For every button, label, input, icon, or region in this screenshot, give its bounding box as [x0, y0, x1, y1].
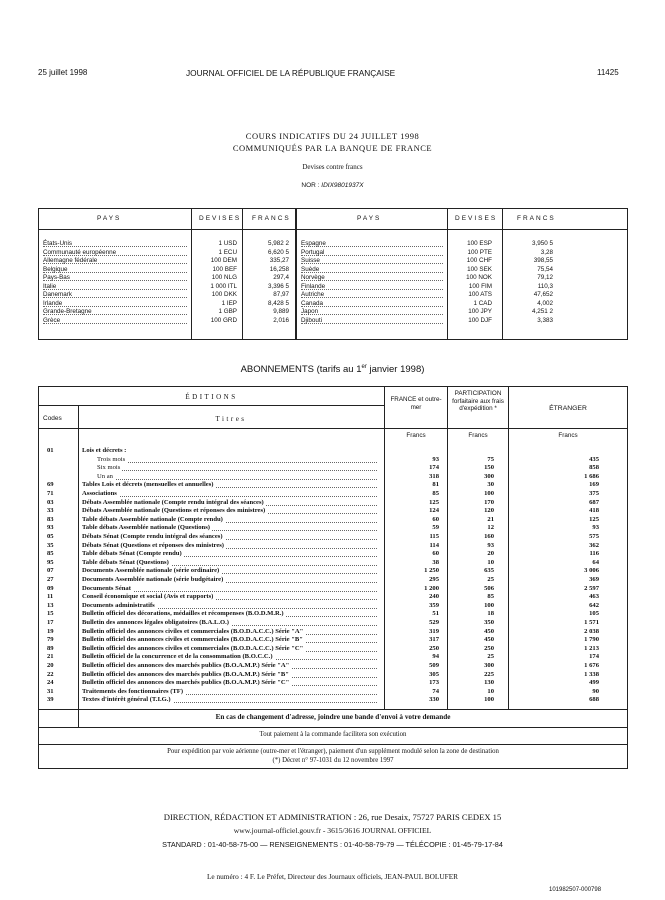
rate-right: 3,28: [540, 248, 553, 256]
rate-left: 297,4: [273, 274, 289, 281]
row-title: Bulletin officiel des annonces des marchés publics (B.O.A.M.P.) Série "B": [82, 670, 289, 678]
row-title: Documents Sénat: [82, 584, 131, 592]
country-right: Suède: [301, 265, 320, 273]
row-code: 35: [47, 541, 54, 549]
subscription-row: [39, 645, 627, 654]
row-title: Bulletin des annonces légales obligatoires (B.A.L.O.): [82, 619, 229, 626]
row-price-france: 51: [432, 610, 439, 618]
country-left: Danemark: [43, 291, 73, 298]
row-price-france: 94: [432, 653, 439, 661]
subscription-row: [39, 602, 627, 611]
row-price-etranger: 2 038: [584, 627, 599, 635]
row-participation: 160: [484, 533, 494, 540]
row-code: 83: [47, 515, 54, 523]
row-code: 11: [47, 593, 54, 601]
row-participation: 120: [484, 507, 494, 515]
row-code: 22: [47, 670, 54, 678]
subscription-row: [39, 653, 627, 662]
row-title: Débats Sénat (Compte rendu intégral des séances): [82, 533, 223, 540]
row-price-france: 93: [432, 455, 439, 463]
row-code: 01: [47, 447, 54, 454]
row-participation: 100: [484, 490, 494, 497]
header-editions: ÉDITIONS: [185, 393, 238, 401]
nor-reference: [0, 182, 665, 189]
row-title: Table débats Assemblée nationale (Questions): [82, 524, 210, 532]
subscription-row: [39, 567, 627, 576]
air-shipping-note: Pour expédition par voie aérienne (outre-mer et l'étranger), paiement d'un supplément modulé selon la zone de destination: [167, 748, 499, 755]
row-price-etranger: 105: [589, 610, 599, 618]
row-price-france: 38: [432, 558, 439, 566]
dot-leader: [43, 323, 187, 324]
dot-leader: [301, 272, 443, 273]
rate-left: 9,889: [273, 308, 289, 315]
header-france: FRANCE et outre-mer: [390, 396, 442, 411]
row-participation: 75: [487, 455, 494, 463]
row-price-etranger: 1 571: [584, 619, 599, 626]
row-price-france: 174: [429, 464, 439, 472]
row-price-france: 81: [432, 481, 439, 489]
subscription-row: [39, 628, 627, 637]
row-title: Documents Assemblée nationale (série budgétaire): [82, 576, 224, 583]
rate-left: 87,97: [273, 291, 289, 298]
header-codes: Codes: [43, 415, 62, 422]
currency-code-right: 100 PTE: [467, 248, 492, 256]
unit-etranger: Francs: [558, 432, 578, 439]
row-title: Table débats Assemblée nationale (Compte rendu): [82, 515, 223, 523]
currency-row: [39, 240, 627, 249]
row-code: 05: [47, 533, 54, 540]
subscription-row: [39, 688, 627, 697]
row-code: 13: [47, 601, 54, 609]
row-title: Table débats Sénat (Compte rendu): [82, 550, 182, 558]
country-right: Portugal: [301, 248, 325, 256]
row-title: Bulletin officiel des annonces civiles et commerciales (B.O.D.A.C.C.) Série "C": [82, 644, 304, 652]
currency-code-right: 1 CAD: [473, 299, 492, 307]
row-price-france: 529: [429, 619, 439, 626]
subscription-row: [39, 585, 627, 594]
row-price-france: 305: [429, 670, 439, 678]
rate-right: 75,54: [537, 265, 553, 273]
country-right: Canada: [301, 299, 324, 307]
row-participation: 225: [484, 670, 494, 678]
row-participation: 150: [484, 464, 494, 472]
currency-row: [39, 317, 627, 326]
currency-row: [39, 274, 627, 283]
header-devises-left: DEVISES: [199, 215, 242, 222]
row-price-etranger: 2 597: [584, 584, 599, 592]
row-price-france: 1 250: [424, 567, 439, 575]
country-right: Norvège: [301, 274, 325, 281]
subscription-row: [39, 619, 627, 628]
row-title: Documents administratifs: [82, 601, 155, 609]
row-title: Six mois: [97, 464, 121, 472]
row-price-etranger: 1 676: [584, 662, 599, 669]
row-title: Textes d'intérêt général (T.I.G.): [82, 696, 171, 704]
rate-right: 3,383: [537, 316, 553, 324]
row-price-etranger: 1 213: [584, 644, 599, 652]
currency-code-left: 100 DKK: [211, 291, 237, 298]
subscription-row: [39, 593, 627, 602]
row-price-france: 114: [429, 541, 439, 549]
unit-participation: Francs: [468, 432, 488, 439]
dot-leader: [301, 263, 443, 264]
row-price-france: 330: [429, 696, 439, 704]
row-title: Lois et décrets :: [82, 447, 127, 454]
currency-code-right: 100 DJF: [468, 316, 492, 324]
row-code: 39: [47, 696, 54, 704]
row-code: 85: [47, 550, 54, 558]
rate-left: 8,428 5: [267, 299, 289, 307]
row-price-france: 509: [429, 662, 439, 669]
unit-france: Francs: [406, 432, 426, 439]
subscription-row: [39, 464, 627, 473]
page-number: 11425: [597, 68, 619, 77]
row-title: Bulletin officiel des annonces des marchés publics (B.O.A.M.P.) Série "C": [82, 679, 290, 687]
row-price-france: 240: [429, 593, 439, 601]
currency-code-right: 100 JPY: [468, 308, 492, 315]
row-participation: 100: [484, 601, 494, 609]
row-price-etranger: 125: [589, 515, 599, 523]
row-price-etranger: 174: [589, 653, 599, 661]
row-price-etranger: 499: [589, 679, 599, 687]
cours-title-2: COMMUNIQUÉS PAR LA BANQUE DE FRANCE: [232, 143, 433, 153]
row-participation: 12: [487, 524, 494, 532]
row-price-etranger: 1 790: [584, 636, 599, 644]
currency-code-left: 100 NLG: [211, 274, 237, 281]
subscription-row: [39, 499, 627, 508]
currency-row: [39, 257, 627, 266]
subscription-row: [39, 559, 627, 568]
row-participation: 100: [484, 696, 494, 704]
row-code: 24: [47, 679, 54, 687]
row-price-france: 85: [432, 490, 439, 497]
header-pays-left: PAYS: [97, 215, 122, 222]
subscription-row: [39, 473, 627, 482]
country-left: Allemagne fédérale: [43, 257, 98, 264]
row-price-france: 125: [429, 498, 439, 506]
row-price-etranger: 64: [592, 558, 599, 566]
country-right: Djibouti: [301, 316, 322, 324]
dot-leader: [301, 323, 443, 324]
country-left: Irlande: [43, 299, 63, 307]
row-price-etranger: 375: [589, 490, 599, 497]
rate-left: 5,982 2: [267, 240, 289, 247]
rate-right: 79,12: [537, 274, 553, 281]
row-participation: 130: [484, 679, 494, 687]
header-pays-right: PAYS: [357, 215, 382, 222]
currency-code-right: 100 NOK: [466, 274, 492, 281]
row-price-etranger: 418: [589, 507, 599, 515]
subscription-row: [39, 490, 627, 499]
row-code: 15: [47, 610, 54, 618]
row-code: 95: [47, 558, 54, 566]
currency-table: [38, 208, 628, 340]
row-participation: 506: [484, 584, 494, 592]
row-price-etranger: 369: [589, 576, 599, 583]
header-francs-right: FRANCS: [517, 215, 556, 222]
dot-leader: [43, 306, 187, 307]
rate-left: 3,396 5: [267, 282, 289, 290]
row-title: Tables Lois et décrets (mensuelles et annuelles): [82, 481, 214, 489]
row-code: 20: [47, 662, 54, 669]
subscription-row: [39, 481, 627, 490]
row-title: Bulletin officiel des décorations, médailles et récompenses (B.O.D.M.R.): [82, 610, 284, 618]
row-price-etranger: 575: [589, 533, 599, 540]
row-price-etranger: 362: [589, 541, 599, 549]
row-title: Bulletin officiel de la concurrence et de la consommation (B.O.C.C.): [82, 653, 273, 661]
header-francs-left: FRANCS: [252, 215, 291, 222]
rate-right: 4,251 2: [531, 308, 553, 315]
currency-code-left: 1 ECU: [218, 248, 237, 256]
currency-code-right: 100 FIM: [468, 282, 492, 290]
row-code: 33: [47, 507, 54, 515]
country-right: Espagne: [301, 240, 326, 247]
subscription-row: [39, 636, 627, 645]
row-price-france: 319: [429, 627, 439, 635]
rate-right: 3,950 5: [531, 240, 553, 247]
subscription-row: [39, 696, 627, 705]
row-price-etranger: 1 686: [584, 472, 599, 480]
currency-code-right: 100 CHF: [466, 257, 492, 264]
row-participation: 10: [487, 558, 494, 566]
row-price-france: 359: [429, 601, 439, 609]
row-code: 79: [47, 636, 54, 644]
abonnements-title-sup: er: [361, 364, 367, 370]
subscription-row: [39, 507, 627, 516]
country-left: Grande-Bretagne: [43, 308, 92, 315]
currency-code-left: 1 IEP: [221, 299, 237, 307]
row-price-france: 250: [429, 644, 439, 652]
dot-leader: [97, 479, 377, 480]
row-price-france: 1 200: [424, 584, 439, 592]
dot-leader: [43, 289, 187, 290]
footer-direction: DIRECTION, RÉDACTION ET ADMINISTRATION : 26, rue Desaix, 75727 PARIS CEDEX 15: [163, 812, 502, 822]
rate-right: 110,3: [537, 282, 553, 290]
row-participation: 635: [484, 567, 494, 575]
footer-phones: STANDARD : 01-40-58-75-00 — RENSEIGNEMENTS : 01-40-58-79-79 — TÉLÉCOPIE : 01-45-79-17-84: [162, 840, 503, 849]
row-title: Bulletin officiel des annonces civiles et commerciales (B.O.D.A.C.C.) Série "B": [82, 636, 303, 644]
currency-code-left: 1 GBP: [218, 308, 237, 315]
subscription-row: [39, 671, 627, 680]
row-participation: 18: [487, 610, 494, 618]
row-title: Documents Assemblée nationale (série ordinaire): [82, 567, 220, 575]
row-title: Un an: [97, 472, 113, 480]
row-price-france: 173: [429, 679, 439, 687]
subscription-row: [39, 516, 627, 525]
row-code: 09: [47, 584, 54, 592]
currency-code-right: 100 ESP: [467, 240, 492, 247]
decree-note: (*) Décret n° 97-1031 du 12 novembre 1997: [272, 757, 394, 764]
abonnements-title-end: janvier 1998): [366, 364, 425, 376]
subscription-row: [39, 533, 627, 542]
header-devises-right: DEVISES: [455, 215, 498, 222]
abonnements-title: [0, 364, 665, 375]
currency-code-left: 100 BEF: [212, 265, 237, 273]
footer-numero: Le numéro : 4 F. Le Préfet, Directeur des Journaux officiels, JEAN-PAUL BOLUFER: [206, 872, 459, 881]
row-title: Bulletin officiel des annonces civiles et commerciales (B.O.D.A.C.C.) Série "A": [82, 627, 304, 635]
currency-code-right: 100 ATS: [468, 291, 492, 298]
currency-row: [39, 291, 627, 300]
currency-rows: [39, 240, 627, 325]
row-participation: 450: [484, 636, 494, 644]
subscription-row: [39, 662, 627, 671]
header-titres: Titres: [215, 415, 247, 423]
currency-row: [39, 300, 627, 309]
row-price-etranger: 3 006: [584, 567, 599, 575]
row-price-etranger: 435: [589, 455, 599, 463]
row-participation: 25: [487, 653, 494, 661]
row-price-etranger: 463: [589, 593, 599, 601]
country-right: Japon: [301, 308, 319, 315]
row-participation: 450: [484, 627, 494, 635]
currency-code-left: 100 GRD: [210, 316, 237, 324]
row-price-etranger: 116: [589, 550, 599, 558]
rate-right: 4,002: [537, 299, 553, 307]
rate-left: 2,016: [273, 316, 289, 324]
row-participation: 300: [484, 472, 494, 480]
country-right: Finlande: [301, 282, 326, 290]
abonnements-title-main: ABONNEMENTS (tarifs au 1: [240, 364, 362, 376]
row-code: 93: [47, 524, 54, 532]
row-code: 27: [47, 576, 54, 583]
currency-code-left: 1 USD: [218, 240, 237, 247]
dot-leader: [97, 462, 377, 463]
row-participation: 250: [484, 644, 494, 652]
row-participation: 21: [487, 515, 494, 523]
subscription-table: [38, 386, 628, 769]
country-left: Communauté européenne: [43, 248, 117, 256]
dot-leader: [82, 496, 377, 497]
row-price-etranger: 858: [589, 464, 599, 472]
row-participation: 30: [487, 481, 494, 489]
row-title: Débats Assemblée nationale (Compte rendu intégral des séances): [82, 498, 264, 506]
row-price-etranger: 687: [589, 498, 599, 506]
row-title: Débats Sénat (Questions et réponses des ministres): [82, 541, 225, 549]
nor-value: IDIX9801937X: [321, 182, 364, 189]
row-price-france: 74: [432, 687, 439, 695]
subscription-row: [39, 447, 627, 456]
footer-web: www.journal-officiel.gouv.fr - 3615/3616 JOURNAL OFFICIEL: [233, 826, 432, 835]
subscription-row: [39, 679, 627, 688]
row-price-france: 318: [429, 472, 439, 480]
row-title: Traitements des fonctionnaires (TF): [82, 687, 184, 695]
row-participation: 170: [484, 498, 494, 506]
row-code: 71: [47, 490, 54, 497]
row-price-france: 60: [432, 515, 439, 523]
journal-title: JOURNAL OFFICIEL DE LA RÉPUBLIQUE FRANÇAISE: [186, 68, 396, 78]
currency-row: [39, 266, 627, 275]
row-title: Conseil économique et social (Avis et rapports): [82, 593, 214, 601]
row-price-france: 60: [432, 550, 439, 558]
currency-code-left: 100 DEM: [210, 257, 237, 264]
row-price-france: 59: [432, 524, 439, 532]
country-left: Pays-Bas: [43, 274, 70, 281]
country-left: Grèce: [43, 316, 61, 324]
row-title: Bulletin officiel des annonces des marchés publics (B.O.A.M.P.) Série "A": [82, 662, 290, 669]
row-price-etranger: 642: [589, 601, 599, 609]
row-title: Trois mois: [97, 455, 126, 463]
cours-title-1: COURS INDICATIFS DU 24 JUILLET 1998: [245, 131, 420, 141]
row-title: Débats Assemblée nationale (Questions et réponses des ministres): [82, 507, 266, 515]
row-price-france: 295: [429, 576, 439, 583]
row-code: 07: [47, 567, 54, 575]
rate-right: 398,55: [533, 257, 553, 264]
currency-code-right: 100 SEK: [467, 265, 492, 273]
row-participation: 300: [484, 662, 494, 669]
row-participation: 350: [484, 619, 494, 626]
subscription-row: [39, 542, 627, 551]
row-price-france: 317: [429, 636, 439, 644]
row-code: 69: [47, 481, 54, 489]
row-price-etranger: 1 338: [584, 670, 599, 678]
row-price-france: 124: [429, 507, 439, 515]
row-price-etranger: 90: [592, 687, 599, 695]
row-price-etranger: 93: [592, 524, 599, 532]
country-left: États-Unis: [43, 240, 73, 247]
row-code: 03: [47, 498, 54, 506]
currency-row: [39, 249, 627, 258]
row-participation: 10: [487, 687, 494, 695]
rate-left: 335,27: [269, 257, 289, 264]
nor-label: NOR :: [301, 182, 320, 189]
row-code: 19: [47, 627, 54, 635]
currency-row: [39, 283, 627, 292]
row-price-france: 115: [429, 533, 439, 540]
change-address-note: En cas de changement d'adresse, joindre une bande d'envoi à votre demande: [215, 713, 451, 721]
rate-left: 16,258: [269, 265, 289, 273]
country-left: Belgique: [43, 265, 68, 273]
country-left: Italie: [43, 282, 57, 290]
currency-row: [39, 308, 627, 317]
page-date: 25 juillet 1998: [38, 68, 88, 77]
row-code: 17: [47, 619, 54, 626]
row-title: Table débats Sénat (Questions): [82, 558, 169, 566]
row-participation: 20: [487, 550, 494, 558]
row-code: 21: [47, 653, 54, 661]
row-price-etranger: 688: [589, 696, 599, 704]
footer-code: 101982507-000798: [549, 887, 602, 893]
country-right: Suisse: [301, 257, 320, 264]
subscription-row: [39, 456, 627, 465]
country-right: Autriche: [301, 291, 325, 298]
row-price-etranger: 169: [589, 481, 599, 489]
header-etranger: ÉTRANGER: [549, 405, 587, 412]
subscription-row: [39, 550, 627, 559]
dot-leader: [301, 314, 443, 315]
subscription-row: [39, 610, 627, 619]
currency-code-left: 1 000 ITL: [210, 282, 237, 290]
row-participation: 93: [487, 541, 494, 549]
header-participation: PARTICIPATION forfaitaire aux frais d'expédition *: [452, 390, 504, 412]
cours-subtitle: Devises contre francs: [302, 163, 363, 171]
payment-note: Tout paiement à la commande facilitera son exécution: [259, 731, 407, 738]
dot-leader: [97, 470, 377, 471]
subscription-row: [39, 576, 627, 585]
row-participation: 25: [487, 576, 494, 583]
rate-left: 6,620 5: [267, 248, 289, 256]
row-code: 89: [47, 644, 54, 652]
row-participation: 85: [487, 593, 494, 601]
row-title: Associations: [82, 490, 117, 497]
rate-right: 47,652: [533, 291, 553, 298]
subscription-row: [39, 524, 627, 533]
row-code: 31: [47, 687, 54, 695]
